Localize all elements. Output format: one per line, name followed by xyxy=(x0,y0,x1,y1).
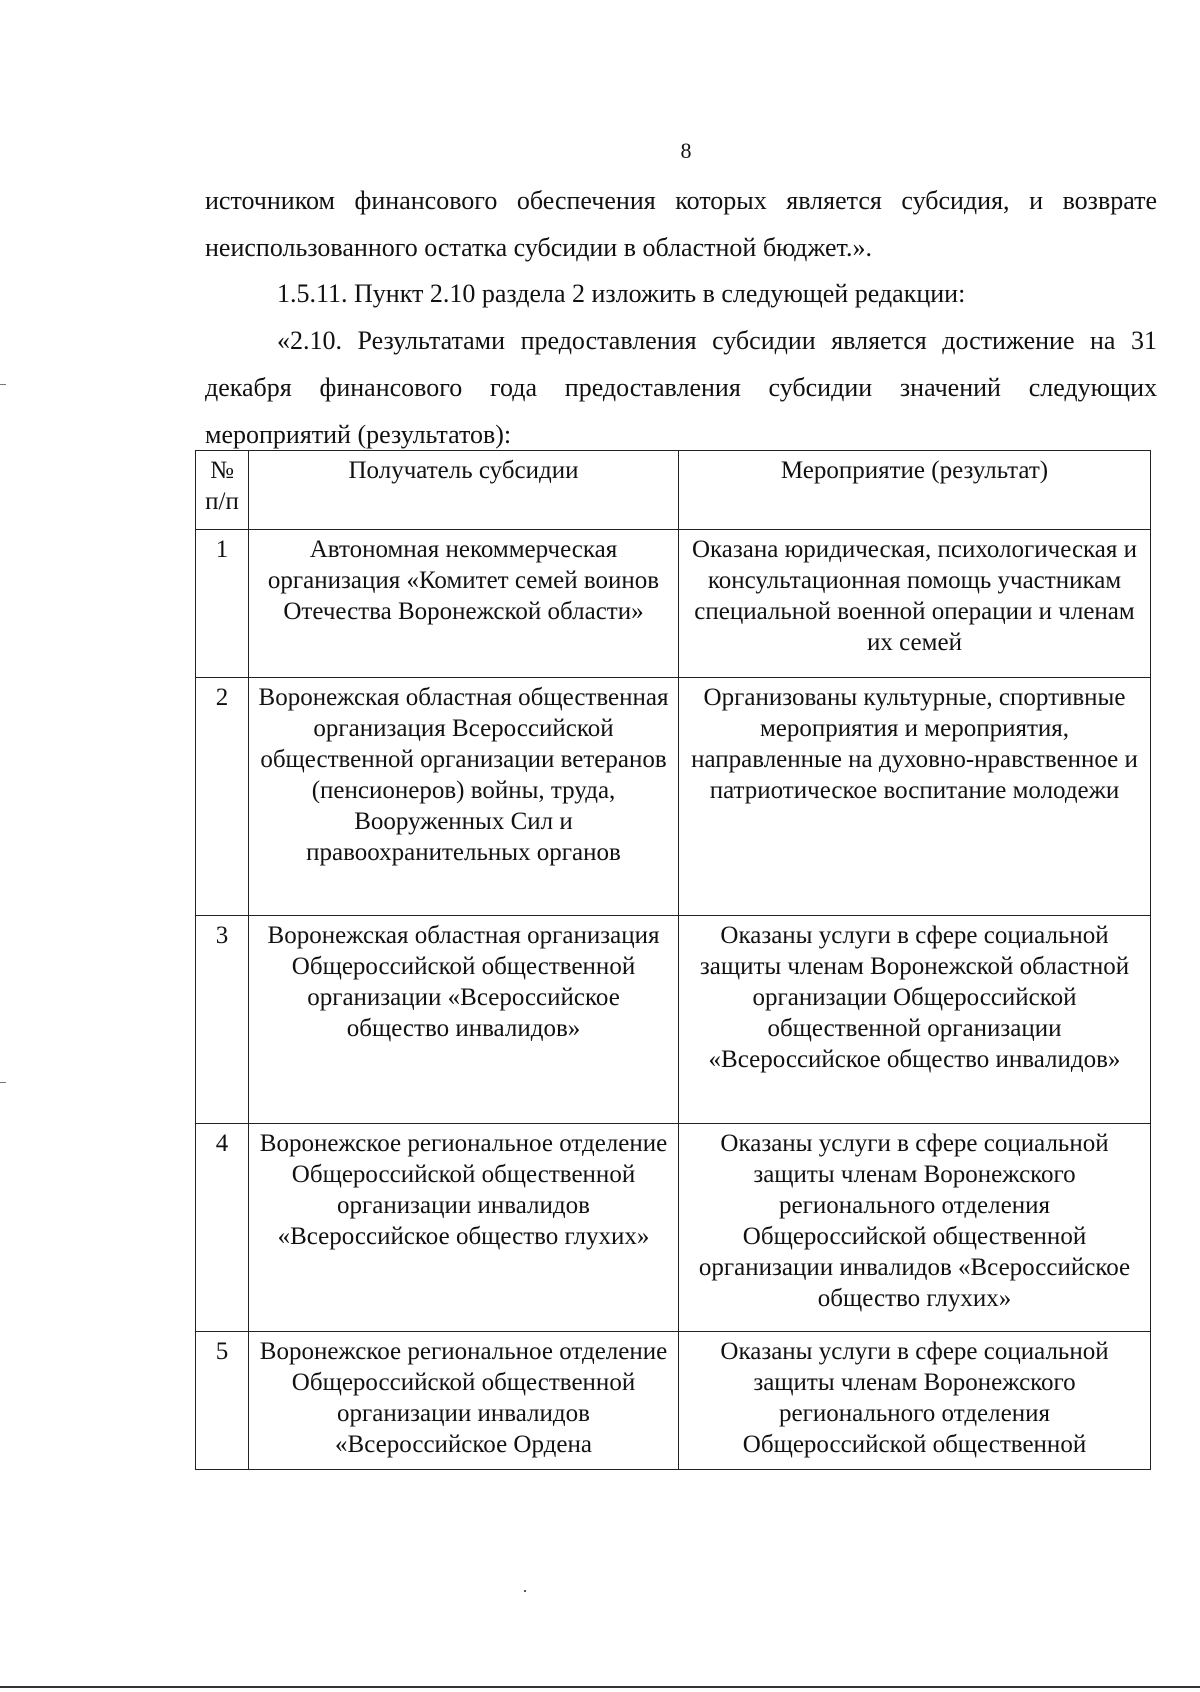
page-number: 8 xyxy=(680,138,692,163)
table-row xyxy=(196,678,1151,916)
row-recipient: Воронежская областная организация Общероссийской общественной организации «Всероссийское общество инвалидов» xyxy=(249,916,679,1124)
row-result: Организованы культурные, спортивные мероприятия и мероприятия, направленные на духовно-нравственное и патриотическое воспитание молодежи xyxy=(679,678,1151,916)
item-paragraph: 1.5.11. Пункт 2.10 раздела 2 изложить в следующей редакции: xyxy=(277,279,966,308)
row-num: 4 xyxy=(196,1124,249,1332)
clause-paragraph: «2.10. Результатами предоставления субсидии является достижение на 31 декабря финансового года предоставления субсидии значений следующих мероприятий (результатов): xyxy=(205,326,1157,449)
scan-bottom-edge xyxy=(0,1686,1200,1688)
scan-margin-mark xyxy=(0,384,6,385)
table-row xyxy=(196,530,1151,678)
row-num: 3 xyxy=(196,916,249,1124)
header-recipient: Получатель субсидии xyxy=(249,451,679,530)
table-row xyxy=(196,1124,1151,1332)
row-num: 2 xyxy=(196,678,249,916)
row-recipient: Воронежское региональное отделение Общероссийской общественной организации инвалидов «Всероссийское общество глухих» xyxy=(249,1124,679,1332)
row-recipient: Автономная некоммерческая организация «Комитет семей воинов Отечества Воронежской области» xyxy=(249,530,679,678)
row-recipient: Воронежская областная общественная организация Всероссийской общественной организации ветеранов (пенсионеров) войны, труда, Вооруженных Сил и правоохранительных органов xyxy=(249,678,679,916)
table-row xyxy=(196,1332,1151,1470)
table-row xyxy=(196,916,1151,1124)
row-result: Оказаны услуги в сфере социальной защиты членам Воронежского регионального отделения Общероссийской общественной организации инвалидов «Всероссийское общество глухих» xyxy=(679,1124,1151,1332)
header-num: № п/п xyxy=(196,451,249,530)
row-result: Оказана юридическая, психологическая и консультационная помощь участникам специальной военной операции и членам их семей xyxy=(679,530,1151,678)
scan-margin-mark xyxy=(0,1082,6,1083)
row-result: Оказаны услуги в сфере социальной защиты членам Воронежского регионального отделения Общероссийской общественной xyxy=(679,1332,1151,1470)
header-result: Мероприятие (результат) xyxy=(679,451,1151,530)
results-table xyxy=(195,450,1151,1470)
scan-speck xyxy=(524,1590,526,1592)
row-recipient: Воронежское региональное отделение Общероссийской общественной организации инвалидов «Всероссийское Ордена xyxy=(249,1332,679,1470)
row-num: 5 xyxy=(196,1332,249,1470)
row-result: Оказаны услуги в сфере социальной защиты членам Воронежской областной организации Общероссийской общественной организации «Всероссийское общество инвалидов» xyxy=(679,916,1151,1124)
continuation-paragraph: источником финансового обеспечения которых является субсидия, и возврате неиспользованного остатка субсидии в областной бюджет.». xyxy=(205,186,1157,262)
table-header-row xyxy=(196,451,1151,530)
row-num: 1 xyxy=(196,530,249,678)
